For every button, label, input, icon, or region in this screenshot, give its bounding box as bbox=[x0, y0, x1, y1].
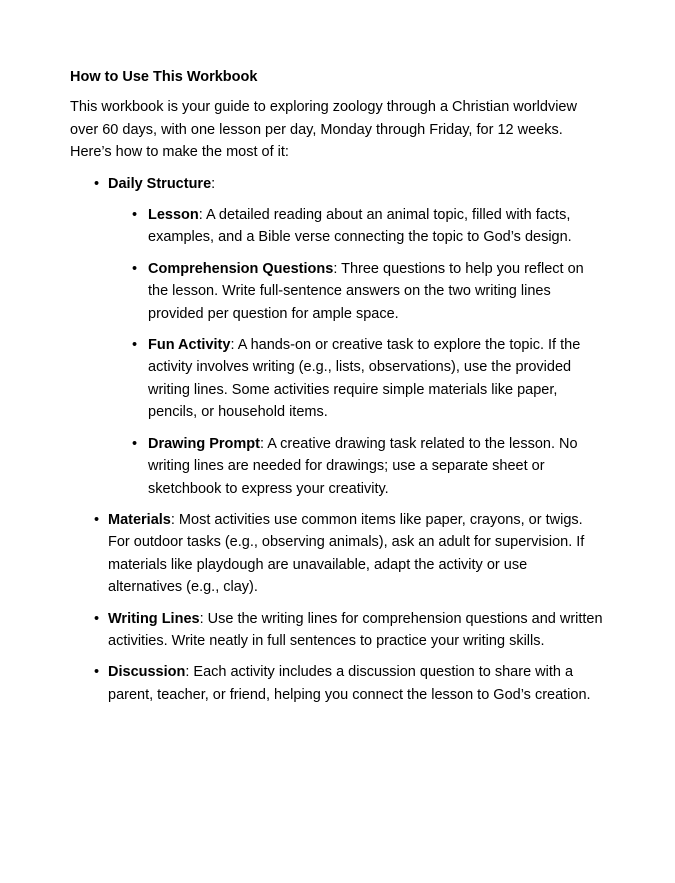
list-item-text: : Each activity includes a discussion question to share with a parent, teacher, or friend, helping you connect the lesson to God’s creation. bbox=[108, 664, 591, 703]
page-title: How to Use This Workbook bbox=[70, 69, 258, 85]
list-item-discussion bbox=[70, 661, 605, 706]
list-item-lesson bbox=[108, 204, 605, 249]
list-item-label: Discussion bbox=[108, 664, 186, 681]
list-item-text: : A detailed reading about an animal topic, filled with facts, examples, and a Bible verse connecting the topic to God’s design. bbox=[148, 207, 572, 246]
list-item-text: : A hands-on or creative task to explore the topic. If the activity involves writing (e.g., lists, observations), use the provided writing lines. Some activities require simple materials like paper, pencils, or household items. bbox=[148, 337, 581, 421]
list-item-label: Writing Lines bbox=[108, 610, 200, 627]
list-item-label: Fun Activity bbox=[148, 337, 231, 354]
list-item-text: : Use the writing lines for comprehension questions and written activities. Write neatly in full sentences to practice your writing skills. bbox=[108, 610, 603, 649]
list-item-text: : Three questions to help you reflect on the lesson. Write full-sentence answers on the two writing lines provided per question for ample space. bbox=[148, 260, 584, 322]
list-item-label: Comprehension Questions bbox=[148, 260, 334, 277]
list-item-label: Daily Structure bbox=[108, 175, 212, 192]
list-item-materials bbox=[70, 509, 605, 599]
daily-structure-sublist bbox=[108, 204, 605, 500]
list-item-drawing-prompt bbox=[108, 433, 605, 500]
list-item-text: : Most activities use common items like paper, crayons, or twigs. For outdoor tasks (e.g., observing animals), ask an adult for supervision. If materials like playdough are unavailable, adapt the activity or use alternatives (e.g., clay). bbox=[108, 511, 585, 596]
list-item-fun-activity bbox=[108, 334, 605, 424]
list-item-label: Lesson bbox=[148, 207, 199, 224]
list-item-text: : A creative drawing task related to the lesson. No writing lines are needed for drawings; use a separate sheet or sketchbook to express your creativity. bbox=[148, 435, 578, 497]
list-item-writing-lines bbox=[70, 608, 605, 653]
list-item-text: : bbox=[211, 175, 216, 192]
intro-paragraph: This workbook is your guide to exploring zoology through a Christian worldview over 60 days, with one lesson per day, Monday through Friday, for 12 weeks. Here’s how to make the most of it: bbox=[70, 99, 577, 161]
list-item-daily-structure bbox=[70, 173, 605, 500]
bullet-list bbox=[70, 173, 605, 707]
list-item-label: Drawing Prompt bbox=[148, 435, 260, 452]
list-item-label: Materials bbox=[108, 511, 171, 528]
list-item-comprehension-questions bbox=[108, 258, 605, 325]
